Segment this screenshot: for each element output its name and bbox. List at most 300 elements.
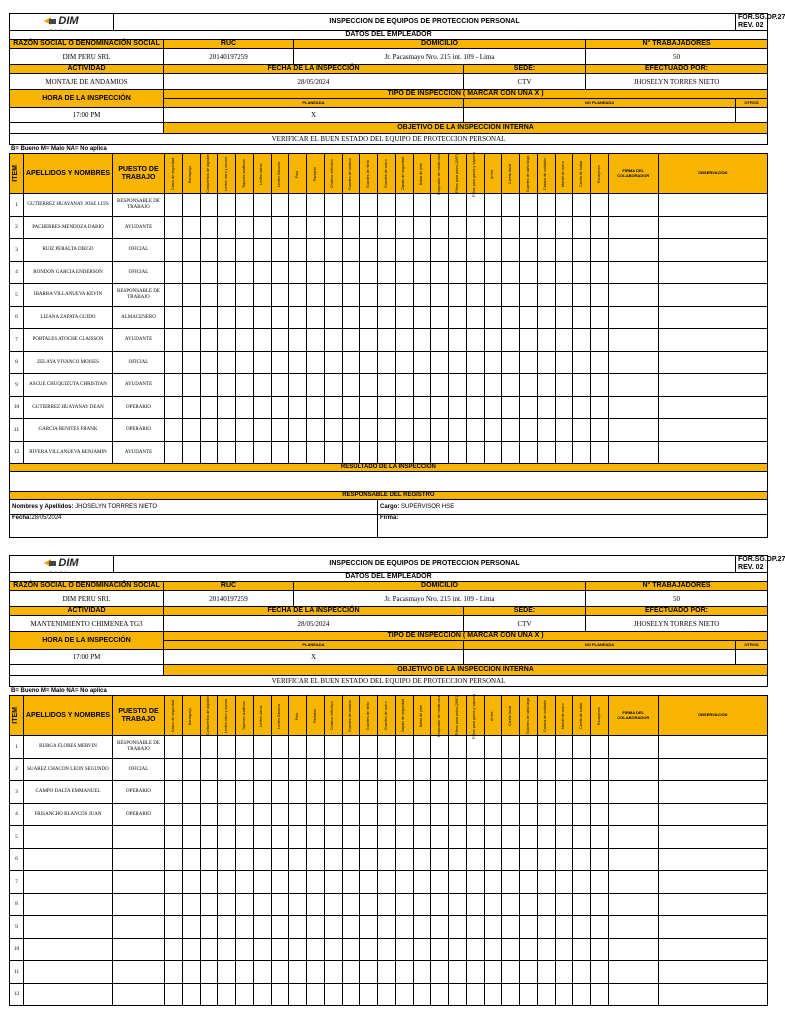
firma-cell[interactable] bbox=[608, 216, 658, 239]
epp-check-cell[interactable] bbox=[431, 983, 449, 1006]
epp-check-cell[interactable] bbox=[395, 826, 413, 849]
epp-check-cell[interactable] bbox=[200, 329, 218, 352]
epp-check-cell[interactable] bbox=[466, 893, 484, 916]
epp-check-cell[interactable] bbox=[466, 781, 484, 804]
epp-check-cell[interactable] bbox=[289, 239, 307, 262]
epp-check-cell[interactable] bbox=[378, 781, 396, 804]
epp-check-cell[interactable] bbox=[342, 351, 360, 374]
epp-check-cell[interactable] bbox=[537, 803, 555, 826]
epp-check-cell[interactable] bbox=[520, 329, 538, 352]
epp-check-cell[interactable] bbox=[200, 803, 218, 826]
epp-check-cell[interactable] bbox=[484, 893, 502, 916]
epp-check-cell[interactable] bbox=[431, 239, 449, 262]
epp-check-cell[interactable] bbox=[537, 781, 555, 804]
epp-check-cell[interactable] bbox=[271, 306, 289, 329]
epp-check-cell[interactable] bbox=[555, 736, 573, 759]
epp-check-cell[interactable] bbox=[218, 871, 236, 894]
epp-check-cell[interactable] bbox=[271, 329, 289, 352]
epp-check-cell[interactable] bbox=[200, 396, 218, 419]
epp-check-cell[interactable] bbox=[307, 284, 325, 307]
epp-check-cell[interactable] bbox=[502, 216, 520, 239]
epp-check-cell[interactable] bbox=[182, 284, 200, 307]
epp-check-cell[interactable] bbox=[200, 781, 218, 804]
epp-check-cell[interactable] bbox=[395, 871, 413, 894]
epp-check-cell[interactable] bbox=[236, 893, 254, 916]
epp-check-cell[interactable] bbox=[573, 284, 591, 307]
epp-check-cell[interactable] bbox=[449, 396, 467, 419]
epp-check-cell[interactable] bbox=[431, 871, 449, 894]
epp-check-cell[interactable] bbox=[502, 419, 520, 442]
epp-check-cell[interactable] bbox=[307, 916, 325, 939]
epp-check-cell[interactable] bbox=[200, 374, 218, 397]
epp-check-cell[interactable] bbox=[413, 306, 431, 329]
epp-check-cell[interactable] bbox=[502, 803, 520, 826]
epp-check-cell[interactable] bbox=[307, 871, 325, 894]
epp-check-cell[interactable] bbox=[555, 938, 573, 961]
epp-check-cell[interactable] bbox=[413, 419, 431, 442]
epp-check-cell[interactable] bbox=[360, 374, 378, 397]
epp-check-cell[interactable] bbox=[502, 396, 520, 419]
epp-check-cell[interactable] bbox=[555, 848, 573, 871]
epp-check-cell[interactable] bbox=[182, 916, 200, 939]
epp-check-cell[interactable] bbox=[591, 216, 609, 239]
epp-check-cell[interactable] bbox=[378, 329, 396, 352]
epp-check-cell[interactable] bbox=[218, 261, 236, 284]
epp-check-cell[interactable] bbox=[413, 938, 431, 961]
epp-check-cell[interactable] bbox=[484, 419, 502, 442]
epp-check-cell[interactable] bbox=[253, 781, 271, 804]
epp-check-cell[interactable] bbox=[537, 419, 555, 442]
epp-check-cell[interactable] bbox=[236, 194, 254, 217]
firma-cell[interactable] bbox=[608, 916, 658, 939]
epp-check-cell[interactable] bbox=[289, 441, 307, 464]
observacion-cell[interactable] bbox=[658, 419, 767, 442]
epp-check-cell[interactable] bbox=[324, 306, 342, 329]
epp-check-cell[interactable] bbox=[484, 781, 502, 804]
firma-cell[interactable] bbox=[608, 871, 658, 894]
epp-check-cell[interactable] bbox=[484, 803, 502, 826]
epp-check-cell[interactable] bbox=[555, 441, 573, 464]
epp-check-cell[interactable] bbox=[449, 803, 467, 826]
epp-check-cell[interactable] bbox=[200, 194, 218, 217]
epp-check-cell[interactable] bbox=[591, 961, 609, 984]
epp-check-cell[interactable] bbox=[502, 239, 520, 262]
epp-check-cell[interactable] bbox=[182, 441, 200, 464]
epp-check-cell[interactable] bbox=[573, 261, 591, 284]
epp-check-cell[interactable] bbox=[236, 216, 254, 239]
epp-check-cell[interactable] bbox=[342, 848, 360, 871]
epp-check-cell[interactable] bbox=[395, 983, 413, 1006]
epp-check-cell[interactable] bbox=[555, 351, 573, 374]
epp-check-cell[interactable] bbox=[360, 961, 378, 984]
epp-check-cell[interactable] bbox=[324, 261, 342, 284]
epp-check-cell[interactable] bbox=[200, 961, 218, 984]
epp-check-cell[interactable] bbox=[502, 351, 520, 374]
epp-check-cell[interactable] bbox=[307, 893, 325, 916]
epp-check-cell[interactable] bbox=[360, 396, 378, 419]
epp-check-cell[interactable] bbox=[378, 441, 396, 464]
epp-check-cell[interactable] bbox=[466, 916, 484, 939]
epp-check-cell[interactable] bbox=[484, 216, 502, 239]
epp-check-cell[interactable] bbox=[342, 239, 360, 262]
epp-check-cell[interactable] bbox=[253, 194, 271, 217]
epp-check-cell[interactable] bbox=[236, 758, 254, 781]
epp-check-cell[interactable] bbox=[271, 441, 289, 464]
epp-check-cell[interactable] bbox=[200, 306, 218, 329]
epp-check-cell[interactable] bbox=[253, 239, 271, 262]
epp-check-cell[interactable] bbox=[502, 938, 520, 961]
epp-check-cell[interactable] bbox=[466, 216, 484, 239]
epp-check-cell[interactable] bbox=[271, 374, 289, 397]
epp-check-cell[interactable] bbox=[182, 893, 200, 916]
epp-check-cell[interactable] bbox=[484, 306, 502, 329]
epp-check-cell[interactable] bbox=[484, 736, 502, 759]
epp-check-cell[interactable] bbox=[449, 329, 467, 352]
epp-check-cell[interactable] bbox=[378, 194, 396, 217]
epp-check-cell[interactable] bbox=[413, 374, 431, 397]
epp-check-cell[interactable] bbox=[307, 938, 325, 961]
epp-check-cell[interactable] bbox=[271, 803, 289, 826]
epp-check-cell[interactable] bbox=[165, 284, 183, 307]
firma-cell[interactable] bbox=[608, 848, 658, 871]
firma-cell[interactable] bbox=[608, 983, 658, 1006]
epp-check-cell[interactable] bbox=[289, 758, 307, 781]
epp-check-cell[interactable] bbox=[573, 396, 591, 419]
epp-check-cell[interactable] bbox=[449, 916, 467, 939]
epp-check-cell[interactable] bbox=[271, 351, 289, 374]
epp-check-cell[interactable] bbox=[289, 983, 307, 1006]
epp-check-cell[interactable] bbox=[236, 239, 254, 262]
epp-check-cell[interactable] bbox=[449, 239, 467, 262]
epp-check-cell[interactable] bbox=[484, 239, 502, 262]
firma-field[interactable]: Firma: bbox=[378, 515, 768, 538]
epp-check-cell[interactable] bbox=[466, 419, 484, 442]
epp-check-cell[interactable] bbox=[431, 893, 449, 916]
firma-cell[interactable] bbox=[608, 194, 658, 217]
epp-check-cell[interactable] bbox=[342, 736, 360, 759]
epp-check-cell[interactable] bbox=[466, 194, 484, 217]
epp-check-cell[interactable] bbox=[502, 329, 520, 352]
epp-check-cell[interactable] bbox=[466, 736, 484, 759]
epp-check-cell[interactable] bbox=[555, 374, 573, 397]
epp-check-cell[interactable] bbox=[218, 826, 236, 849]
epp-check-cell[interactable] bbox=[253, 893, 271, 916]
epp-check-cell[interactable] bbox=[484, 374, 502, 397]
epp-check-cell[interactable] bbox=[502, 916, 520, 939]
epp-check-cell[interactable] bbox=[378, 871, 396, 894]
epp-check-cell[interactable] bbox=[520, 396, 538, 419]
firma-cell[interactable] bbox=[608, 781, 658, 804]
epp-check-cell[interactable] bbox=[236, 803, 254, 826]
epp-check-cell[interactable] bbox=[307, 239, 325, 262]
epp-check-cell[interactable] bbox=[182, 374, 200, 397]
epp-check-cell[interactable] bbox=[182, 396, 200, 419]
epp-check-cell[interactable] bbox=[573, 441, 591, 464]
epp-check-cell[interactable] bbox=[342, 983, 360, 1006]
epp-check-cell[interactable] bbox=[395, 306, 413, 329]
epp-check-cell[interactable] bbox=[307, 419, 325, 442]
epp-check-cell[interactable] bbox=[289, 419, 307, 442]
epp-check-cell[interactable] bbox=[395, 938, 413, 961]
epp-check-cell[interactable] bbox=[413, 781, 431, 804]
epp-check-cell[interactable] bbox=[218, 239, 236, 262]
epp-check-cell[interactable] bbox=[218, 306, 236, 329]
epp-check-cell[interactable] bbox=[395, 329, 413, 352]
epp-check-cell[interactable] bbox=[218, 938, 236, 961]
epp-check-cell[interactable] bbox=[520, 893, 538, 916]
epp-check-cell[interactable] bbox=[360, 781, 378, 804]
epp-check-cell[interactable] bbox=[502, 961, 520, 984]
epp-check-cell[interactable] bbox=[165, 396, 183, 419]
observacion-cell[interactable] bbox=[658, 781, 767, 804]
epp-check-cell[interactable] bbox=[360, 419, 378, 442]
epp-check-cell[interactable] bbox=[236, 961, 254, 984]
epp-check-cell[interactable] bbox=[236, 284, 254, 307]
epp-check-cell[interactable] bbox=[360, 261, 378, 284]
epp-check-cell[interactable] bbox=[484, 351, 502, 374]
firma-cell[interactable] bbox=[608, 893, 658, 916]
epp-check-cell[interactable] bbox=[449, 261, 467, 284]
epp-check-cell[interactable] bbox=[555, 419, 573, 442]
epp-check-cell[interactable] bbox=[555, 871, 573, 894]
epp-check-cell[interactable] bbox=[395, 803, 413, 826]
epp-check-cell[interactable] bbox=[591, 916, 609, 939]
epp-check-cell[interactable] bbox=[271, 261, 289, 284]
epp-check-cell[interactable] bbox=[413, 261, 431, 284]
epp-check-cell[interactable] bbox=[324, 216, 342, 239]
epp-check-cell[interactable] bbox=[218, 916, 236, 939]
observacion-cell[interactable] bbox=[658, 194, 767, 217]
epp-check-cell[interactable] bbox=[253, 351, 271, 374]
epp-check-cell[interactable] bbox=[537, 329, 555, 352]
epp-check-cell[interactable] bbox=[555, 893, 573, 916]
epp-check-cell[interactable] bbox=[502, 441, 520, 464]
firma-cell[interactable] bbox=[608, 329, 658, 352]
epp-check-cell[interactable] bbox=[289, 916, 307, 939]
epp-check-cell[interactable] bbox=[466, 306, 484, 329]
epp-check-cell[interactable] bbox=[537, 848, 555, 871]
epp-check-cell[interactable] bbox=[413, 961, 431, 984]
epp-check-cell[interactable] bbox=[537, 261, 555, 284]
epp-check-cell[interactable] bbox=[200, 826, 218, 849]
epp-check-cell[interactable] bbox=[324, 396, 342, 419]
epp-check-cell[interactable] bbox=[573, 306, 591, 329]
epp-check-cell[interactable] bbox=[236, 306, 254, 329]
epp-check-cell[interactable] bbox=[449, 758, 467, 781]
epp-check-cell[interactable] bbox=[253, 961, 271, 984]
epp-check-cell[interactable] bbox=[555, 983, 573, 1006]
epp-check-cell[interactable] bbox=[431, 916, 449, 939]
observacion-cell[interactable] bbox=[658, 306, 767, 329]
epp-check-cell[interactable] bbox=[573, 871, 591, 894]
epp-check-cell[interactable] bbox=[484, 194, 502, 217]
epp-check-cell[interactable] bbox=[253, 216, 271, 239]
epp-check-cell[interactable] bbox=[165, 351, 183, 374]
epp-check-cell[interactable] bbox=[165, 239, 183, 262]
firma-cell[interactable] bbox=[608, 374, 658, 397]
epp-check-cell[interactable] bbox=[218, 396, 236, 419]
epp-check-cell[interactable] bbox=[342, 916, 360, 939]
epp-check-cell[interactable] bbox=[342, 261, 360, 284]
epp-check-cell[interactable] bbox=[591, 329, 609, 352]
epp-check-cell[interactable] bbox=[342, 329, 360, 352]
epp-check-cell[interactable] bbox=[182, 938, 200, 961]
epp-check-cell[interactable] bbox=[342, 216, 360, 239]
epp-check-cell[interactable] bbox=[271, 396, 289, 419]
epp-check-cell[interactable] bbox=[342, 961, 360, 984]
epp-check-cell[interactable] bbox=[413, 871, 431, 894]
epp-check-cell[interactable] bbox=[253, 848, 271, 871]
epp-check-cell[interactable] bbox=[466, 826, 484, 849]
epp-check-cell[interactable] bbox=[182, 848, 200, 871]
epp-check-cell[interactable] bbox=[431, 284, 449, 307]
epp-check-cell[interactable] bbox=[182, 758, 200, 781]
epp-check-cell[interactable] bbox=[360, 239, 378, 262]
epp-check-cell[interactable] bbox=[182, 329, 200, 352]
epp-check-cell[interactable] bbox=[537, 239, 555, 262]
epp-check-cell[interactable] bbox=[378, 374, 396, 397]
epp-check-cell[interactable] bbox=[236, 441, 254, 464]
epp-check-cell[interactable] bbox=[395, 419, 413, 442]
epp-check-cell[interactable] bbox=[591, 871, 609, 894]
epp-check-cell[interactable] bbox=[555, 961, 573, 984]
firma-cell[interactable] bbox=[608, 938, 658, 961]
epp-check-cell[interactable] bbox=[307, 396, 325, 419]
firma-cell[interactable] bbox=[608, 351, 658, 374]
epp-check-cell[interactable] bbox=[431, 194, 449, 217]
epp-check-cell[interactable] bbox=[342, 396, 360, 419]
epp-check-cell[interactable] bbox=[395, 216, 413, 239]
epp-check-cell[interactable] bbox=[537, 374, 555, 397]
epp-check-cell[interactable] bbox=[431, 374, 449, 397]
epp-check-cell[interactable] bbox=[449, 893, 467, 916]
epp-check-cell[interactable] bbox=[395, 194, 413, 217]
epp-check-cell[interactable] bbox=[271, 916, 289, 939]
epp-check-cell[interactable] bbox=[165, 261, 183, 284]
epp-check-cell[interactable] bbox=[289, 261, 307, 284]
epp-check-cell[interactable] bbox=[271, 826, 289, 849]
epp-check-cell[interactable] bbox=[573, 736, 591, 759]
epp-check-cell[interactable] bbox=[573, 938, 591, 961]
epp-check-cell[interactable] bbox=[182, 781, 200, 804]
epp-check-cell[interactable] bbox=[502, 306, 520, 329]
epp-check-cell[interactable] bbox=[573, 893, 591, 916]
epp-check-cell[interactable] bbox=[466, 803, 484, 826]
epp-check-cell[interactable] bbox=[502, 893, 520, 916]
epp-check-cell[interactable] bbox=[271, 216, 289, 239]
epp-check-cell[interactable] bbox=[484, 848, 502, 871]
epp-check-cell[interactable] bbox=[395, 239, 413, 262]
epp-check-cell[interactable] bbox=[218, 961, 236, 984]
epp-check-cell[interactable] bbox=[342, 758, 360, 781]
firma-cell[interactable] bbox=[608, 736, 658, 759]
epp-check-cell[interactable] bbox=[555, 216, 573, 239]
epp-check-cell[interactable] bbox=[307, 351, 325, 374]
epp-check-cell[interactable] bbox=[413, 216, 431, 239]
epp-check-cell[interactable] bbox=[236, 396, 254, 419]
epp-check-cell[interactable] bbox=[555, 306, 573, 329]
epp-check-cell[interactable] bbox=[200, 736, 218, 759]
observacion-cell[interactable] bbox=[658, 893, 767, 916]
epp-check-cell[interactable] bbox=[537, 396, 555, 419]
epp-check-cell[interactable] bbox=[253, 284, 271, 307]
epp-check-cell[interactable] bbox=[307, 758, 325, 781]
epp-check-cell[interactable] bbox=[573, 329, 591, 352]
observacion-cell[interactable] bbox=[658, 441, 767, 464]
epp-check-cell[interactable] bbox=[591, 374, 609, 397]
epp-check-cell[interactable] bbox=[165, 758, 183, 781]
firma-cell[interactable] bbox=[608, 758, 658, 781]
epp-check-cell[interactable] bbox=[236, 983, 254, 1006]
epp-check-cell[interactable] bbox=[573, 803, 591, 826]
epp-check-cell[interactable] bbox=[324, 329, 342, 352]
otros-mark[interactable] bbox=[736, 108, 768, 123]
epp-check-cell[interactable] bbox=[253, 871, 271, 894]
no-planeada-mark[interactable] bbox=[464, 650, 736, 665]
epp-check-cell[interactable] bbox=[324, 239, 342, 262]
epp-check-cell[interactable] bbox=[502, 284, 520, 307]
epp-check-cell[interactable] bbox=[324, 871, 342, 894]
epp-check-cell[interactable] bbox=[520, 419, 538, 442]
epp-check-cell[interactable] bbox=[466, 961, 484, 984]
epp-check-cell[interactable] bbox=[378, 419, 396, 442]
epp-check-cell[interactable] bbox=[520, 216, 538, 239]
epp-check-cell[interactable] bbox=[555, 194, 573, 217]
epp-check-cell[interactable] bbox=[253, 329, 271, 352]
epp-check-cell[interactable] bbox=[395, 961, 413, 984]
epp-check-cell[interactable] bbox=[218, 848, 236, 871]
epp-check-cell[interactable] bbox=[200, 938, 218, 961]
epp-check-cell[interactable] bbox=[271, 781, 289, 804]
epp-check-cell[interactable] bbox=[466, 284, 484, 307]
epp-check-cell[interactable] bbox=[289, 396, 307, 419]
epp-check-cell[interactable] bbox=[537, 938, 555, 961]
epp-check-cell[interactable] bbox=[324, 893, 342, 916]
epp-check-cell[interactable] bbox=[378, 736, 396, 759]
epp-check-cell[interactable] bbox=[395, 893, 413, 916]
epp-check-cell[interactable] bbox=[431, 938, 449, 961]
epp-check-cell[interactable] bbox=[165, 374, 183, 397]
epp-check-cell[interactable] bbox=[573, 916, 591, 939]
epp-check-cell[interactable] bbox=[218, 374, 236, 397]
epp-check-cell[interactable] bbox=[324, 983, 342, 1006]
observacion-cell[interactable] bbox=[658, 938, 767, 961]
epp-check-cell[interactable] bbox=[502, 826, 520, 849]
epp-check-cell[interactable] bbox=[484, 983, 502, 1006]
epp-check-cell[interactable] bbox=[253, 826, 271, 849]
epp-check-cell[interactable] bbox=[591, 848, 609, 871]
observacion-cell[interactable] bbox=[658, 396, 767, 419]
epp-check-cell[interactable] bbox=[466, 938, 484, 961]
epp-check-cell[interactable] bbox=[253, 261, 271, 284]
epp-check-cell[interactable] bbox=[449, 961, 467, 984]
observacion-cell[interactable] bbox=[658, 961, 767, 984]
epp-check-cell[interactable] bbox=[466, 374, 484, 397]
epp-check-cell[interactable] bbox=[466, 329, 484, 352]
epp-check-cell[interactable] bbox=[324, 284, 342, 307]
epp-check-cell[interactable] bbox=[218, 736, 236, 759]
epp-check-cell[interactable] bbox=[573, 758, 591, 781]
epp-check-cell[interactable] bbox=[520, 736, 538, 759]
epp-check-cell[interactable] bbox=[466, 239, 484, 262]
epp-check-cell[interactable] bbox=[271, 239, 289, 262]
epp-check-cell[interactable] bbox=[360, 216, 378, 239]
epp-check-cell[interactable] bbox=[307, 374, 325, 397]
epp-check-cell[interactable] bbox=[378, 239, 396, 262]
epp-check-cell[interactable] bbox=[236, 916, 254, 939]
epp-check-cell[interactable] bbox=[307, 983, 325, 1006]
epp-check-cell[interactable] bbox=[537, 826, 555, 849]
